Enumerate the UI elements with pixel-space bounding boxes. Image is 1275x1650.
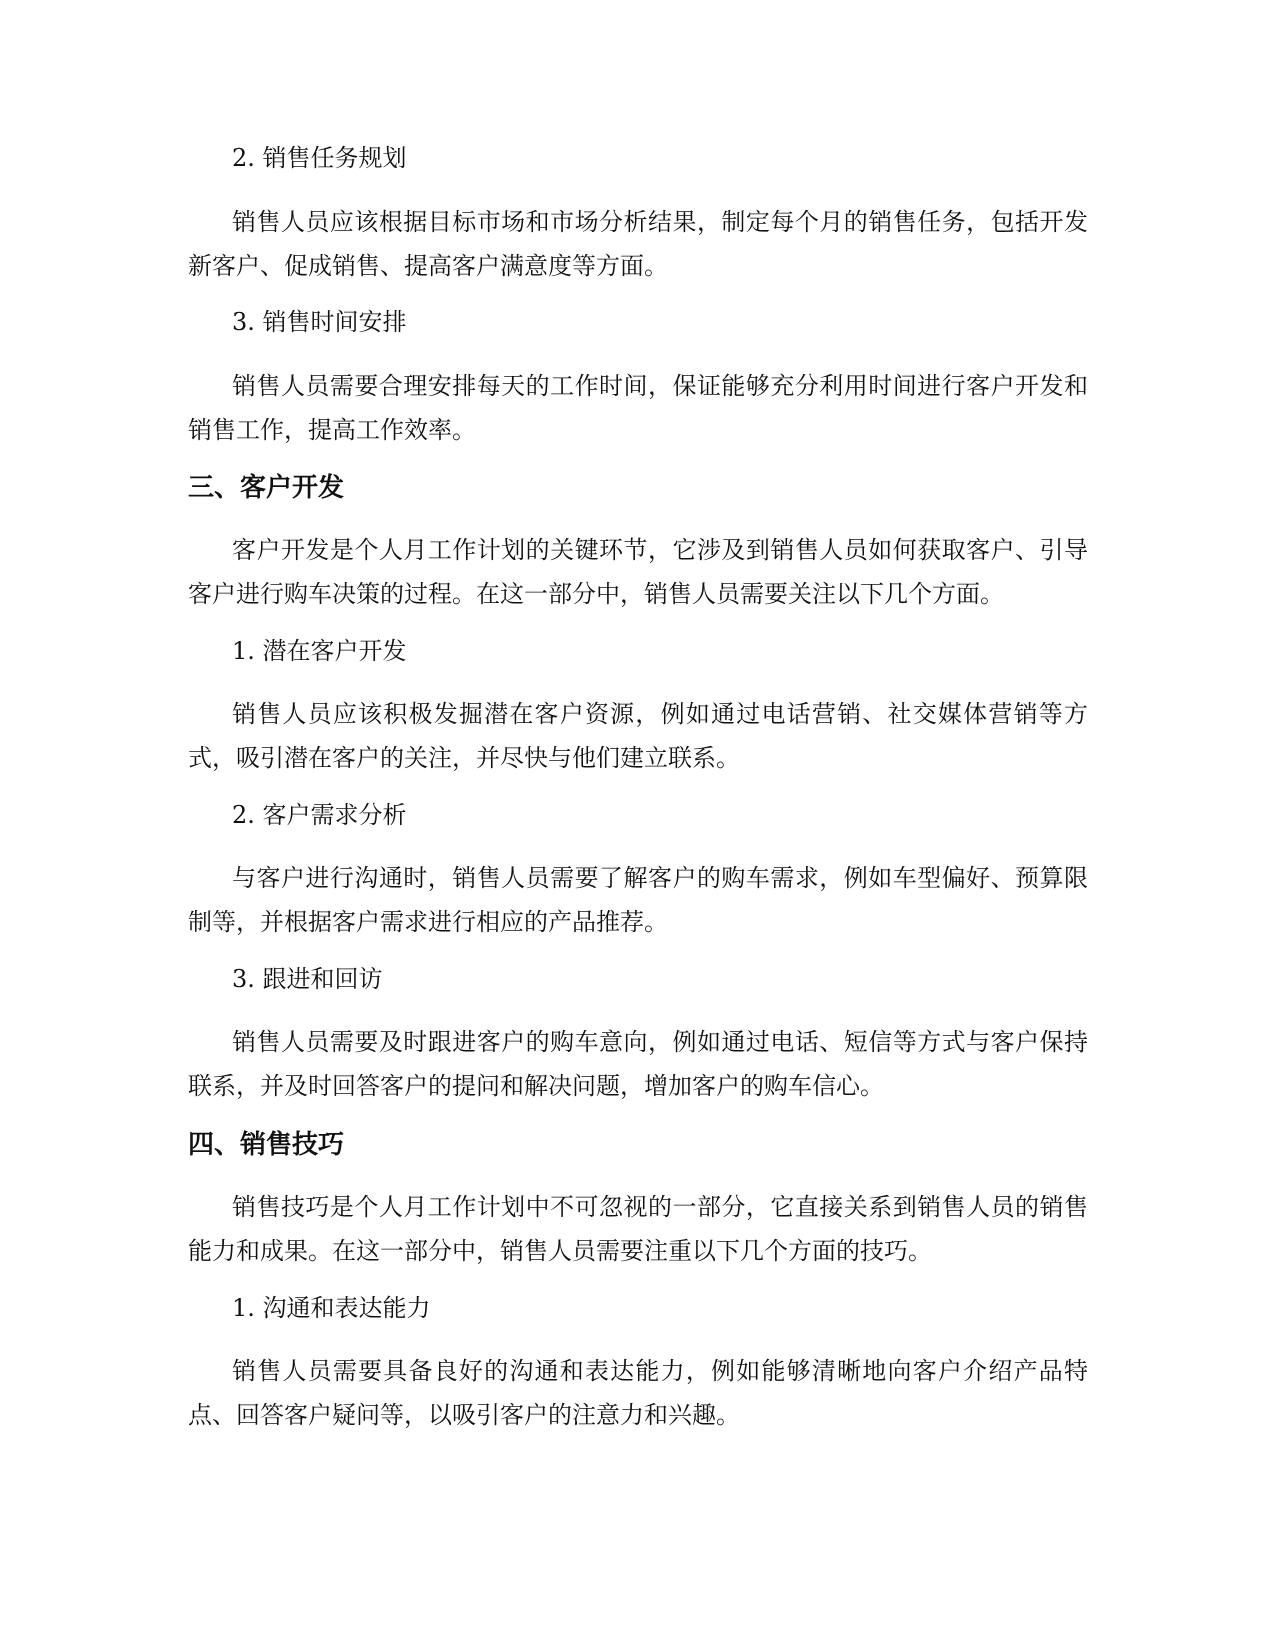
section-heading-sales-skills: 四、销售技巧 bbox=[188, 1130, 345, 1160]
subheading-communication-and-expression: 1. 沟通和表达能力 bbox=[232, 1294, 431, 1322]
subheading-customer-needs-analysis: 2. 客户需求分析 bbox=[232, 801, 407, 829]
subheading-potential-customer-development: 1. 潜在客户开发 bbox=[232, 637, 407, 665]
section-heading-customer-development: 三、客户开发 bbox=[188, 473, 345, 503]
paragraph-sales-task-planning: 销售人员应该根据目标市场和市场分析结果，制定每个月的销售任务，包括开发新客户、促成销售、提高客户满意度等方面。 bbox=[188, 208, 1088, 280]
paragraph-follow-up-and-revisit: 销售人员需要及时跟进客户的购车意向，例如通过电话、短信等方式与客户保持联系，并及时回答客户的提问和解决问题，增加客户的购车信心。 bbox=[188, 1028, 1088, 1100]
paragraph-customer-development-intro: 客户开发是个人月工作计划的关键环节，它涉及到销售人员如何获取客户、引导客户进行购车决策的过程。在这一部分中，销售人员需要关注以下几个方面。 bbox=[188, 536, 1088, 608]
subheading-sales-time-arrangement: 3. 销售时间安排 bbox=[232, 308, 407, 336]
paragraph-communication-and-expression: 销售人员需要具备良好的沟通和表达能力，例如能够清晰地向客户介绍产品特点、回答客户疑问等，以吸引客户的注意力和兴趣。 bbox=[188, 1357, 1088, 1429]
paragraph-customer-needs-analysis: 与客户进行沟通时，销售人员需要了解客户的购车需求，例如车型偏好、预算限制等，并根据客户需求进行相应的产品推荐。 bbox=[188, 864, 1088, 936]
subheading-follow-up-and-revisit: 3. 跟进和回访 bbox=[232, 965, 383, 993]
paragraph-sales-time-arrangement: 销售人员需要合理安排每天的工作时间，保证能够充分利用时间进行客户开发和销售工作，提高工作效率。 bbox=[188, 372, 1088, 444]
paragraph-sales-skills-intro: 销售技巧是个人月工作计划中不可忽视的一部分，它直接关系到销售人员的销售能力和成果。在这一部分中，销售人员需要注重以下几个方面的技巧。 bbox=[188, 1193, 1088, 1265]
subheading-sales-task-planning: 2. 销售任务规划 bbox=[232, 144, 407, 172]
paragraph-potential-customer-development: 销售人员应该积极发掘潜在客户资源，例如通过电话营销、社交媒体营销等方式，吸引潜在客户的关注，并尽快与他们建立联系。 bbox=[188, 700, 1088, 772]
